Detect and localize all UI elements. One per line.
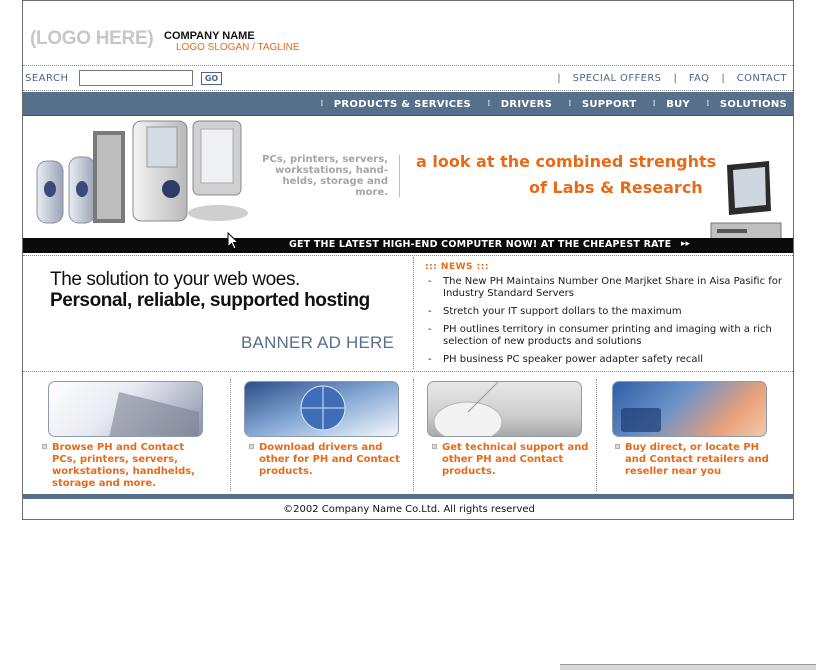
hero-caption: PCs, printers, servers, workstations, hand-helds, storage and more. [262,154,388,198]
main-nav [23,92,794,116]
divider [23,255,794,256]
divider [23,371,794,372]
news-title: ::: NEWS ::: [425,262,489,272]
card-text-drivers[interactable]: Download drivers and other for PH and Contact products. [259,442,414,478]
nav-item-solutions[interactable]: ⁞ SOLUTIONS [706,98,787,110]
news-item[interactable]: - The New PH Maintains Number One Marjket Share in Aisa Pasific for Industry Standard Servers [425,276,785,300]
divider [413,379,414,491]
copyright: ©2002 Company Name Co.Ltd. All rights reserved [283,504,535,515]
card-image-drivers[interactable] [244,381,399,437]
company-name: COMPANY NAME [164,30,255,42]
logo[interactable]: (LOGO HERE) [30,28,154,49]
banner-ad[interactable]: BANNER AD HERE [241,333,395,352]
nav-item-drivers[interactable]: ⁞ DRIVERS [487,98,553,110]
card-text-products[interactable]: Browse PH and Contact PCs, printers, servers, workstations, handhelds, storage and more. [52,442,207,490]
divider [230,379,231,491]
card-text-buy[interactable]: Buy direct, or locate PH and Contact retailers and reseller near you [625,442,780,478]
news-item[interactable]: - PH business PC speaker power adapter safety recall [425,354,785,366]
news-item[interactable]: - PH outlines territory in consumer printing and imaging with a rich selection of new products and solutions [425,324,785,348]
divider [399,155,400,197]
nav-item-products-services[interactable]: ⁞ PRODUCTS & SERVICES [320,98,472,110]
computers-image [23,117,263,238]
window-edge [560,664,816,670]
banner-subheadline: Personal, reliable, supported hosting [50,290,370,311]
hero-headline: of Labs & Research [529,178,703,197]
divider [596,379,597,491]
card-text-support[interactable]: Get technical support and other PH and Contact products. [442,442,597,478]
search-label: SEARCH [25,73,69,84]
page-frame [22,0,794,520]
special-offers-link[interactable]: SPECIAL OFFERS [572,73,662,84]
news-list [425,276,785,372]
card-image-support[interactable] [427,381,582,437]
news-item[interactable]: - Stretch your IT support dollars to the maximum [425,306,785,318]
hero-banner[interactable] [23,117,794,253]
card-image-buy[interactable] [612,381,767,437]
nav-item-buy[interactable]: ⁞ BUY [652,98,691,110]
promo-strip-text: GET THE LATEST HIGH-END COMPUTER NOW! AT THE CHEAPEST RATE [289,239,672,250]
promo-strip [23,238,794,253]
mouse-cursor-icon [227,232,239,250]
top-links: | SPECIAL OFFERS | FAQ | CONTACT [557,73,787,84]
contact-link[interactable]: CONTACT [736,73,787,84]
faq-link[interactable]: FAQ [688,73,710,84]
search-input[interactable] [79,70,193,86]
nav-item-support[interactable]: ⁞ SUPPORT [568,98,637,110]
banner-headline: The solution to your web woes. [50,269,300,290]
hero-headline: a look at the combined strenghts [416,152,717,171]
divider [23,90,794,91]
footer-bar [23,494,794,499]
slogan: LOGO SLOGAN / TAGLINE [176,42,300,53]
card-image-products[interactable] [48,381,203,437]
go-button[interactable]: GO [201,72,222,85]
divider [413,257,414,369]
arrow-icon: ▸▸ [681,239,691,249]
divider [23,65,794,66]
